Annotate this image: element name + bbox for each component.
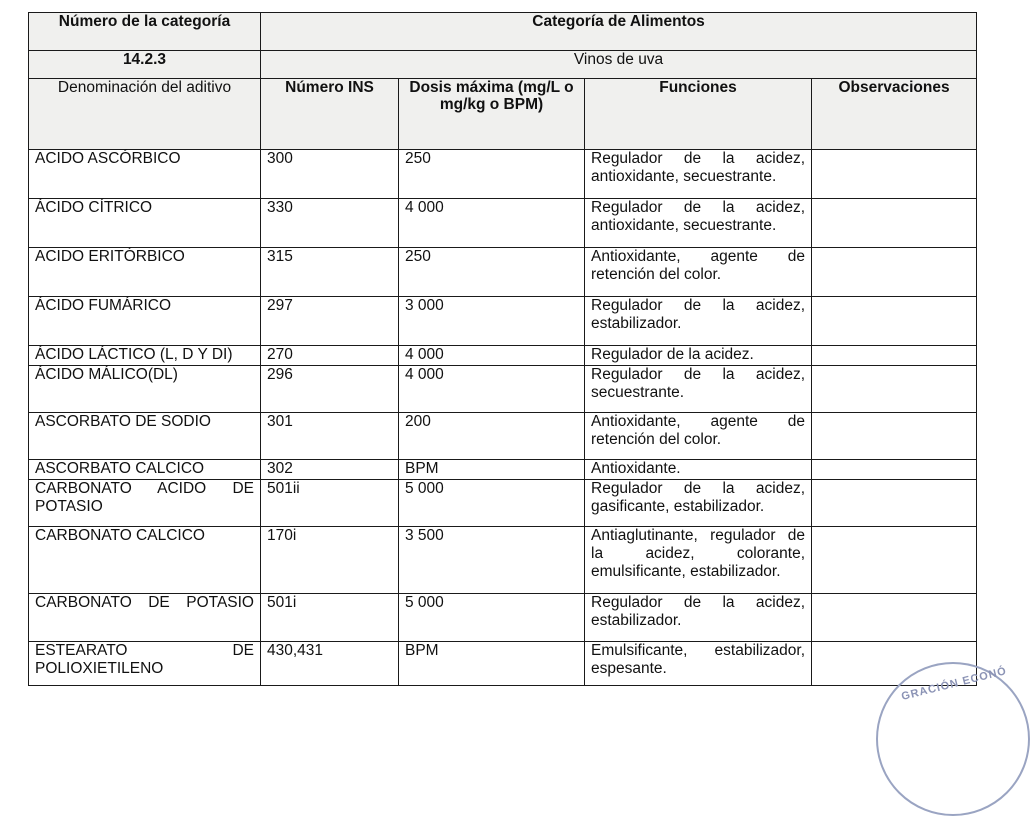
table-row [29,594,977,642]
functions: Regulador de la acidez, estabilizador. [585,594,812,642]
additive-name: ÁCIDO LÁCTICO (L, D Y DI) [29,346,261,366]
functions: Regulador de la acidez, antioxidante, secuestrante. [585,150,812,199]
max-dose: BPM [399,642,585,686]
table-row [29,346,977,366]
ins-number: 501i [261,594,399,642]
col-header-functions: Funciones [585,79,812,150]
table-row [29,460,977,480]
functions: Antioxidante, agente de retención del color. [585,248,812,297]
ins-number: 270 [261,346,399,366]
ins-number: 501ii [261,480,399,527]
observations [812,248,977,297]
col-header-observations: Observaciones [812,79,977,150]
additive-name: ESTEARATO DE POLIOXIETILENO [29,642,261,686]
column-header-row [29,79,977,150]
ins-number: 330 [261,199,399,248]
functions: Regulador de la acidez, estabilizador. [585,297,812,346]
max-dose: 3 000 [399,297,585,346]
header-row-category [29,13,977,51]
ins-number: 430,431 [261,642,399,686]
max-dose: 4 000 [399,199,585,248]
category-label: Categoría de Alimentos [261,13,977,51]
additive-name: CARBONATO DE POTASIO [29,594,261,642]
additive-name: ASCORBATO CALCICO [29,460,261,480]
additive-name: CARBONATO ACIDO DE POTASIO [29,480,261,527]
observations [812,480,977,527]
table-row [29,642,977,686]
ins-number: 302 [261,460,399,480]
col-header-dose: Dosis máxima (mg/L o mg/kg o BPM) [399,79,585,150]
observations [812,594,977,642]
additive-name: ASCORBATO DE SODIO [29,413,261,460]
ins-number: 300 [261,150,399,199]
table-row [29,480,977,527]
max-dose: 3 500 [399,527,585,594]
functions: Antioxidante. [585,460,812,480]
max-dose: 5 000 [399,594,585,642]
functions: Regulador de la acidez, antioxidante, secuestrante. [585,199,812,248]
functions: Emulsificante, estabilizador, espesante. [585,642,812,686]
table-row [29,199,977,248]
observations [812,297,977,346]
category-number-label: Número de la categoría [29,13,261,51]
ins-number: 297 [261,297,399,346]
ins-number: 170i [261,527,399,594]
max-dose: 5 000 [399,480,585,527]
ins-number: 296 [261,366,399,413]
functions: Regulador de la acidez, secuestrante. [585,366,812,413]
table-row [29,150,977,199]
observations [812,366,977,413]
seal-text: GRACIÓN ECONÓ [900,665,1009,703]
category-number: 14.2.3 [29,51,261,79]
ins-number: 301 [261,413,399,460]
max-dose: 4 000 [399,366,585,413]
functions: Regulador de la acidez, gasificante, estabilizador. [585,480,812,527]
observations [812,527,977,594]
observations [812,460,977,480]
max-dose: 250 [399,248,585,297]
max-dose: 200 [399,413,585,460]
observations [812,150,977,199]
functions: Antioxidante, agente de retención del color. [585,413,812,460]
additive-name: ACIDO ERITÓRBICO [29,248,261,297]
additives-table [28,12,977,686]
additive-name: ÁCIDO MÁLICO(DL) [29,366,261,413]
additive-name: ÁCIDO CÍTRICO [29,199,261,248]
observations [812,346,977,366]
table-row [29,297,977,346]
col-header-name: Denominación del aditivo [29,79,261,150]
additive-name: ACIDO ASCÓRBICO [29,150,261,199]
functions: Regulador de la acidez. [585,346,812,366]
max-dose: 250 [399,150,585,199]
max-dose: 4 000 [399,346,585,366]
header-row-values [29,51,977,79]
observations [812,199,977,248]
observations [812,413,977,460]
official-seal [876,662,1030,816]
functions: Antiaglutinante, regulador de la acidez, colorante, emulsificante, estabilizador. [585,527,812,594]
max-dose: BPM [399,460,585,480]
additive-name: ÁCIDO FUMÁRICO [29,297,261,346]
col-header-ins: Número INS [261,79,399,150]
table-row [29,413,977,460]
ins-number: 315 [261,248,399,297]
additive-name: CARBONATO CALCICO [29,527,261,594]
table-row [29,366,977,413]
table-row [29,527,977,594]
table-row [29,248,977,297]
category-name: Vinos de uva [261,51,977,79]
